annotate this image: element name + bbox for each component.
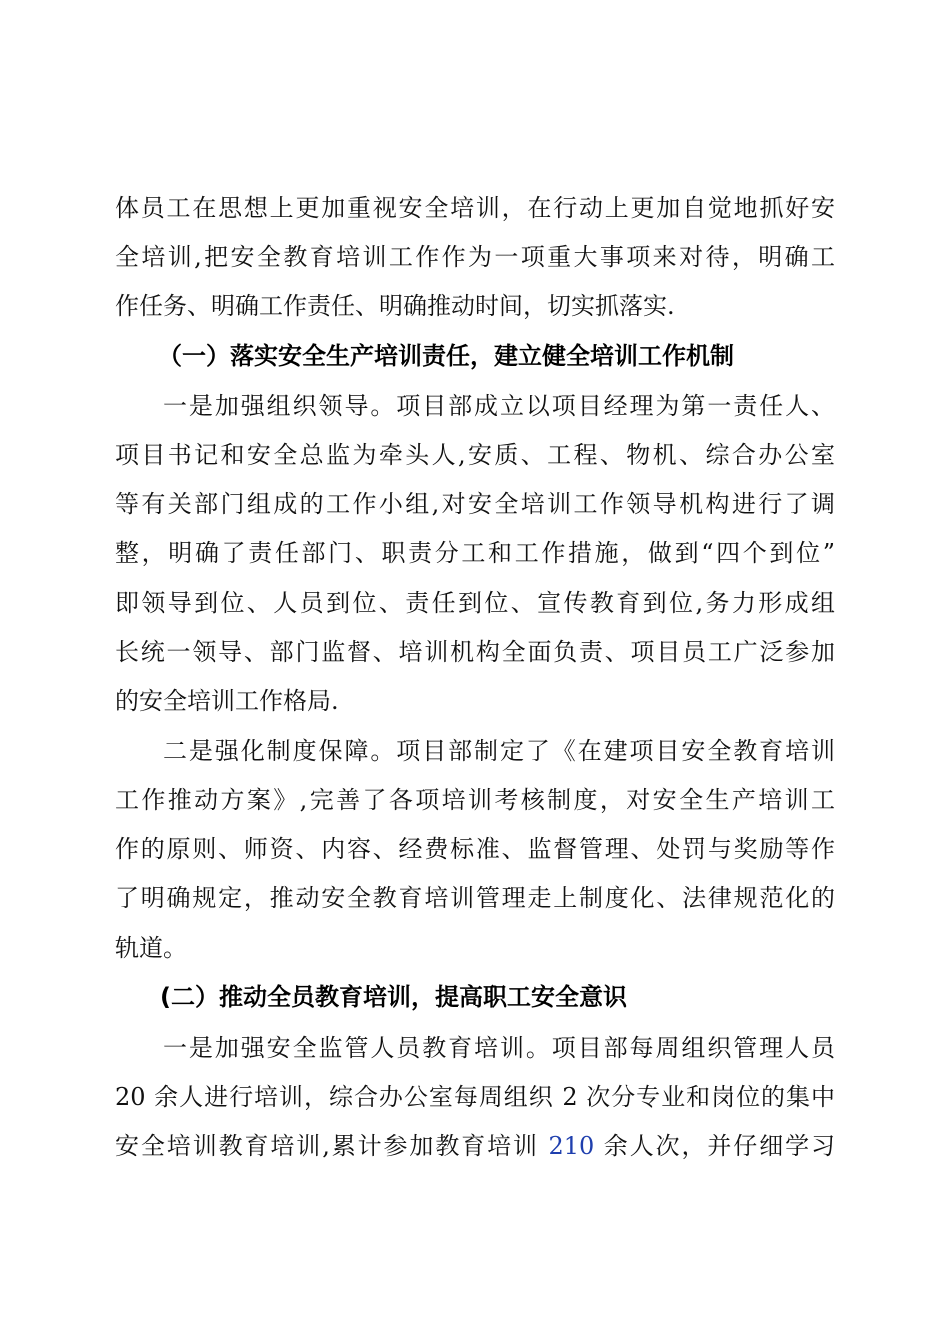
text-line: 等有关部门组成的工作小组,对安全培训工作领导机构进行了调 bbox=[115, 490, 835, 518]
text-line-with-highlight bbox=[115, 1126, 835, 1166]
text-segment: 余人次，并仔细学习 bbox=[594, 1132, 835, 1160]
text-line: 20 余人进行培训，综合办公室每周组织 2 次分专业和岗位的集中 bbox=[115, 1083, 835, 1111]
text-line: 即领导到位、人员到位、责任到位、宣传教育到位,务力形成组 bbox=[115, 589, 835, 617]
text-line: 整，明确了责任部门、职责分工和工作措施，做到“四个到位” bbox=[115, 539, 835, 567]
highlighted-number: 210 bbox=[548, 1132, 595, 1160]
text-line: 了明确规定，推动安全教育培训管理走上制度化、法律规范化的 bbox=[115, 884, 835, 912]
text-line: 作任务、明确工作责任、明确推动时间，切实抓落实. bbox=[115, 292, 675, 320]
text-line: 的安全培训工作格局. bbox=[115, 687, 339, 715]
section-heading-2: (二）推动全员教育培训，提高职工安全意识 bbox=[160, 983, 627, 1011]
text-segment: 安全培训教育培训,累计参加教育培训 bbox=[115, 1132, 549, 1160]
section-heading-1: （一）落实安全生产培训责任，建立健全培训工作机制 bbox=[158, 342, 734, 370]
paragraph-first-line: 二是强化制度保障。项目部制定了《在建项目安全教育培训 bbox=[163, 737, 835, 765]
text-line: 轨道。 bbox=[115, 934, 187, 962]
text-line: 项目书记和安全总监为牵头人,安质、工程、物机、综合办公室 bbox=[115, 441, 835, 469]
paragraph-first-line: 一是加强安全监管人员教育培训。项目部每周组织管理人员 bbox=[163, 1034, 835, 1062]
text-line: 作的原则、师资、内容、经费标准、监督管理、处罚与奖励等作 bbox=[115, 835, 835, 863]
text-line: 全培训,把安全教育培训工作作为一项重大事项来对待，明确工 bbox=[115, 243, 835, 271]
paragraph-first-line: 一是加强组织领导。项目部成立以项目经理为第一责任人、 bbox=[163, 392, 835, 420]
text-line: 体员工在思想上更加重视安全培训，在行动上更加自觉地抓好安 bbox=[115, 194, 835, 222]
text-line: 长统一领导、部门监督、培训机构全面负责、项目员工广泛参加 bbox=[115, 638, 835, 666]
text-line: 工作推动方案》,完善了各项培训考核制度，对安全生产培训工 bbox=[115, 786, 835, 814]
